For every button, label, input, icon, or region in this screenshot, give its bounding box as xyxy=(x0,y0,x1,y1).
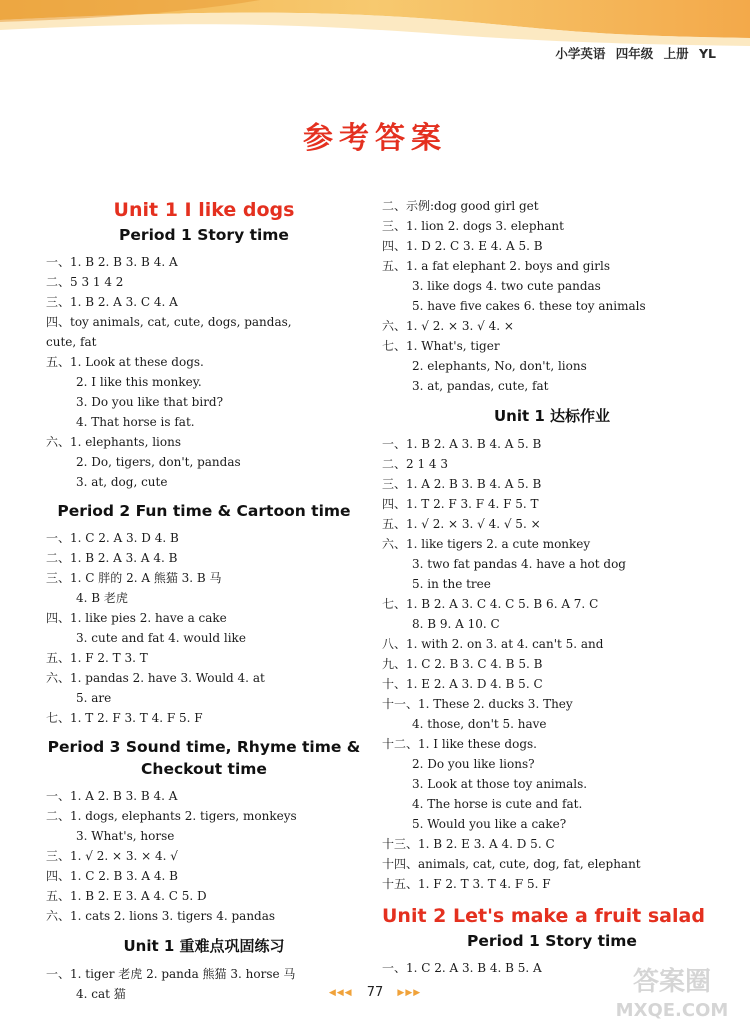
answer-line: 六、1. √ 2. × 3. √ 4. × xyxy=(382,319,514,333)
answer-line: 2. Do you like lions? xyxy=(412,757,535,771)
section-heading: Unit 1 达标作业 xyxy=(493,407,611,425)
answer-line: 一、1. A 2. B 3. B 4. A xyxy=(46,789,178,803)
left-arrows-icon: ◀◀◀ xyxy=(328,988,353,998)
answer-line: 5. are xyxy=(76,691,112,705)
answer-line: 一、1. C 2. A 3. B 4. B 5. A xyxy=(382,961,542,975)
answer-line: 一、1. C 2. A 3. D 4. B xyxy=(46,531,179,545)
right-arrows-icon: ▶▶▶ xyxy=(397,988,422,998)
period-heading: Period 1 Story time xyxy=(467,932,637,950)
answer-line: 2. Do, tigers, don't, pandas xyxy=(76,455,241,469)
answer-line: 三、1. lion 2. dogs 3. elephant xyxy=(382,219,564,233)
watermark-logo xyxy=(602,960,742,1022)
unit-heading: Unit 1 I like dogs xyxy=(113,199,295,221)
page-title: 参考答案 xyxy=(303,121,447,156)
answer-line: 4. The horse is cute and fat. xyxy=(412,797,583,811)
answer-line: 三、1. B 2. A 3. C 4. A xyxy=(46,295,178,309)
answer-line: 四、1. C 2. B 3. A 4. B xyxy=(46,869,178,883)
answer-line: 七、1. B 2. A 3. C 4. C 5. B 6. A 7. C xyxy=(382,597,599,611)
answer-line: 五、1. Look at these dogs. xyxy=(46,355,204,369)
answer-line: 3. Do you like that bird? xyxy=(76,395,224,409)
answer-line: 十四、animals, cat, cute, dog, fat, elephant xyxy=(382,857,641,871)
answer-line: 五、1. F 2. T 3. T xyxy=(46,651,148,665)
answer-line: 3. cute and fat 4. would like xyxy=(76,631,246,645)
answer-line: cute, fat xyxy=(46,335,97,349)
period-heading: Period 3 Sound time, Rhyme time & xyxy=(47,738,361,756)
answer-line: 4. those, don't 5. have xyxy=(412,717,547,731)
section-heading: Unit 1 重难点巩固练习 xyxy=(123,937,285,955)
svg-text:MXQE.COM: MXQE.COM xyxy=(615,1000,729,1021)
answer-line: 二、示例:dog good girl get xyxy=(382,199,539,213)
svg-text:答案圈: 答案圈 xyxy=(632,967,712,997)
answer-line: 3. like dogs 4. two cute pandas xyxy=(412,279,601,293)
answer-line: 三、1. A 2. B 3. B 4. A 5. B xyxy=(382,477,542,491)
period-heading: Period 2 Fun time & Cartoon time xyxy=(57,502,351,520)
answer-line: 五、1. B 2. E 3. A 4. C 5. D xyxy=(46,889,207,903)
answer-line: 二、1. dogs, elephants 2. tigers, monkeys xyxy=(46,809,297,823)
answer-line: 六、1. pandas 2. have 3. Would 4. at xyxy=(46,671,265,685)
answer-line: 八、1. with 2. on 3. at 4. can't 5. and xyxy=(382,637,604,651)
answer-line: 2. I like this monkey. xyxy=(76,375,202,389)
answer-line: 二、1. B 2. A 3. A 4. B xyxy=(46,551,178,565)
answer-line: 四、1. D 2. C 3. E 4. A 5. B xyxy=(382,239,543,253)
answer-line: 三、1. √ 2. × 3. × 4. √ xyxy=(46,849,178,863)
answer-line: 六、1. cats 2. lions 3. tigers 4. pandas xyxy=(46,909,276,923)
answer-line: 5. have five cakes 6. these toy animals xyxy=(412,299,646,313)
answer-line: 六、1. elephants, lions xyxy=(46,435,181,449)
answer-line: 九、1. C 2. B 3. C 4. B 5. B xyxy=(382,657,543,671)
answer-line: 3. Look at those toy animals. xyxy=(412,777,588,791)
answer-line: 三、1. C 胖的 2. A 熊猫 3. B 马 xyxy=(46,571,222,585)
answer-line: 七、1. What's, tiger xyxy=(382,339,500,353)
period-heading-continued: Checkout time xyxy=(141,760,267,778)
answer-line: 3. at, pandas, cute, fat xyxy=(412,379,549,393)
answer-line: 五、1. √ 2. × 3. √ 4. √ 5. × xyxy=(382,517,541,531)
answer-line: 5. in the tree xyxy=(412,577,491,591)
answer-line: 十二、1. I like these dogs. xyxy=(382,737,537,751)
answer-line: 二、2 1 4 3 xyxy=(382,457,448,471)
answer-line: 七、1. T 2. F 3. T 4. F 5. F xyxy=(46,711,203,725)
answer-line: 4. That horse is fat. xyxy=(76,415,195,429)
answer-line: 十、1. E 2. A 3. D 4. B 5. C xyxy=(382,677,543,691)
answer-line: 5. Would you like a cake? xyxy=(412,817,567,831)
answer-line: 4. B 老虎 xyxy=(76,591,128,605)
answer-line: 4. cat 猫 xyxy=(76,987,126,1001)
answer-line: 四、toy animals, cat, cute, dogs, pandas, xyxy=(46,315,292,329)
answer-line: 一、1. B 2. B 3. B 4. A xyxy=(46,255,178,269)
answer-line: 3. What's, horse xyxy=(76,829,175,843)
answer-line: 一、1. tiger 老虎 2. panda 熊猫 3. horse 马 xyxy=(46,967,296,981)
answer-line: 十五、1. F 2. T 3. T 4. F 5. F xyxy=(382,877,551,891)
answer-line: 一、1. B 2. A 3. B 4. A 5. B xyxy=(382,437,542,451)
answer-line: 十一、1. These 2. ducks 3. They xyxy=(382,697,573,711)
answer-line: 二、5 3 1 4 2 xyxy=(46,275,124,289)
unit-heading: Unit 2 Let's make a fruit salad xyxy=(382,905,705,927)
answer-line: 8. B 9. A 10. C xyxy=(412,617,500,631)
answer-line: 2. elephants, No, don't, lions xyxy=(412,359,587,373)
right-column xyxy=(382,196,722,978)
book-info: 小学英语 四年级 上册 YL xyxy=(555,46,716,61)
answer-line: 六、1. like tigers 2. a cute monkey xyxy=(382,537,591,551)
answer-line: 3. at, dog, cute xyxy=(76,475,168,489)
period-heading: Period 1 Story time xyxy=(119,226,289,244)
answer-line: 四、1. T 2. F 3. F 4. F 5. T xyxy=(382,497,539,511)
left-column xyxy=(46,196,362,1004)
answer-line: 四、1. like pies 2. have a cake xyxy=(46,611,227,625)
answer-line: 3. two fat pandas 4. have a hot dog xyxy=(412,557,626,571)
answer-line: 五、1. a fat elephant 2. boys and girls xyxy=(382,259,610,273)
page-number: 77 xyxy=(366,985,384,1000)
answer-line: 十三、1. B 2. E 3. A 4. D 5. C xyxy=(382,837,555,851)
